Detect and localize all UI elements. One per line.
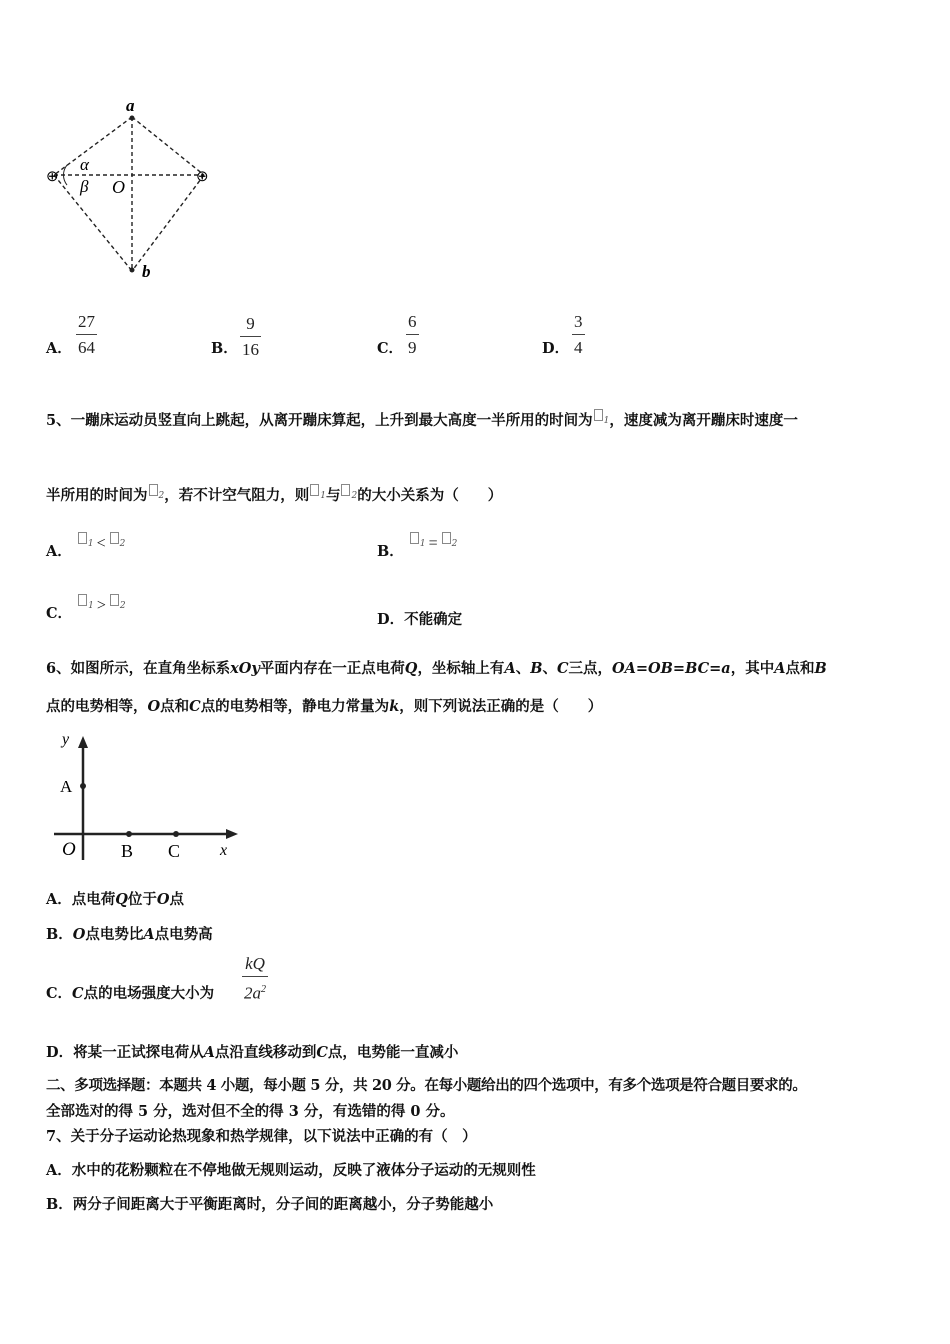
q6-option-a[interactable]	[46, 888, 184, 909]
math-text: OA=OB=BC=a	[612, 660, 731, 677]
axis-label-x: x	[220, 842, 228, 859]
math-text: Q	[115, 891, 128, 908]
text: 的大小关系为（ ）	[357, 487, 503, 504]
option-letter: B．	[377, 543, 404, 560]
q5-option-a[interactable]	[46, 535, 126, 561]
fraction	[572, 313, 585, 357]
q6-option-d[interactable]	[46, 1041, 458, 1062]
option-letter: A．	[46, 543, 72, 560]
text: 点沿直线移动到	[214, 1044, 317, 1061]
figure1-charge-right: ⊕	[196, 169, 209, 185]
math-text: C	[189, 698, 201, 715]
math-text: C	[316, 1044, 328, 1061]
point-label-a: A	[60, 777, 73, 796]
text: B．	[46, 926, 73, 943]
subscript: 2	[451, 539, 458, 549]
text: 平面内存在一正点电荷	[259, 660, 405, 677]
field-strength-fraction	[242, 955, 268, 1003]
subscript: 2	[119, 539, 126, 549]
fraction	[406, 313, 419, 357]
origin-label-o: O	[62, 839, 76, 860]
text: 点的电场强度大小为	[83, 985, 215, 1002]
coordinate-axes-figure	[50, 730, 250, 865]
exponent: 2	[261, 984, 266, 995]
fraction	[240, 315, 261, 359]
relation-symbol: <	[96, 535, 106, 552]
text: ，坐标轴上有	[417, 660, 505, 677]
q5-stem-line1	[46, 409, 798, 430]
text: 点的电势相等，静电力常量为	[200, 698, 390, 715]
figure1-label-a: a	[126, 96, 135, 115]
subscript: 1	[320, 491, 326, 501]
section2-instructions-line1: 二、多项选择题：本题共 4 小题，每小题 5 分，共 20 分。在每小题给出的四个选项中，有多个选项是符合题目要求的。	[46, 1077, 807, 1094]
figure1-label-o: O	[112, 177, 125, 197]
text: A．点电荷	[46, 891, 116, 908]
figure1-charge-left: ⊕	[46, 169, 59, 185]
math-text: A	[504, 660, 516, 677]
subscript: 2	[351, 491, 358, 501]
text: C．	[46, 985, 73, 1002]
text: ，速度减为离开蹦床时速度一	[609, 412, 798, 429]
subscript: 1	[88, 601, 94, 611]
text: 半所用的时间为	[46, 487, 148, 504]
text: 、	[542, 660, 557, 677]
option-letter: D．	[542, 340, 570, 357]
math-text: C	[72, 985, 84, 1002]
text: 三点，	[568, 660, 613, 677]
relation-symbol: =	[428, 535, 438, 552]
text: 与	[325, 487, 341, 504]
math-text: O	[156, 891, 170, 908]
numerator: kQ	[245, 954, 265, 973]
math-text: B	[814, 660, 827, 677]
subscript: 2	[158, 491, 165, 501]
denominator: 64	[78, 338, 95, 357]
option-text: 不能确定	[404, 611, 463, 628]
text: 位于	[127, 891, 157, 908]
text: 6、如图所示，在直角坐标系	[46, 660, 231, 677]
text: 点和	[160, 698, 190, 715]
math-text: O	[72, 926, 86, 943]
option-letter: C．	[377, 340, 404, 357]
q6-option-b[interactable]	[46, 923, 213, 944]
option-letter: D．	[377, 611, 405, 628]
option-letter: C．	[46, 605, 73, 622]
numerator: 3	[574, 312, 583, 331]
subscript: 1	[419, 539, 426, 549]
figure1-label-alpha: α	[80, 155, 89, 174]
denominator: 16	[242, 340, 259, 359]
math-text: Q	[404, 660, 418, 677]
text: 点的电势相等，	[46, 698, 148, 715]
q5-option-b[interactable]	[377, 535, 458, 561]
numerator: 6	[408, 312, 417, 331]
math-text: xOy	[230, 660, 260, 677]
text: 、	[515, 660, 531, 677]
axis-label-y: y	[62, 731, 70, 748]
text: 点和	[785, 660, 815, 677]
fraction	[76, 313, 97, 357]
text: ，则下列说法正确的是（ ）	[399, 698, 603, 715]
text: 点电势比	[85, 926, 144, 943]
text: 点电势高	[154, 926, 213, 943]
section2-instructions-line2: 全部选对的得 5 分，选对但不全的得 3 分，有选错的得 0 分。	[46, 1103, 455, 1120]
numerator: 27	[78, 312, 95, 331]
point-label-c: C	[168, 841, 181, 861]
relation-symbol: >	[96, 597, 106, 614]
math-text: A	[203, 1044, 215, 1061]
figure1-label-b: b	[142, 262, 151, 281]
math-text: C	[556, 660, 569, 677]
numerator: 9	[246, 314, 255, 333]
q7-option-a[interactable]: A．水中的花粉颗粒在不停地做无规则运动，反映了液体分子运动的无规则性	[46, 1162, 536, 1179]
text: ，若不计空气阻力，则	[164, 487, 310, 504]
point-label-b: B	[121, 841, 134, 861]
figure1-label-beta: β	[80, 177, 89, 196]
option-letter: B．	[211, 340, 238, 357]
math-text: O	[147, 698, 161, 715]
math-text: B	[530, 660, 543, 677]
math-text: A	[774, 660, 786, 677]
q6-stem-line2	[46, 695, 602, 716]
q6-stem-line1	[46, 657, 827, 678]
q7-stem: 7、关于分子运动论热现象和热学规律，以下说法中正确的有（ ）	[46, 1128, 477, 1145]
denominator: 4	[574, 338, 583, 357]
text: ，其中	[730, 660, 775, 677]
q5-option-d[interactable]	[377, 608, 462, 629]
denominator: 9	[408, 338, 417, 357]
q5-option-c[interactable]	[46, 597, 126, 623]
math-text: A	[143, 926, 155, 943]
charge-rhombus-figure	[40, 95, 230, 285]
q5-stem-line2	[46, 484, 502, 505]
option-letter: A．	[46, 340, 72, 357]
subscript: 1	[603, 416, 610, 426]
text: 点，电势能一直减小	[327, 1044, 459, 1061]
q7-option-b[interactable]: B．两分子间距离大于平衡距离时，分子间的距离越小，分子势能越小	[46, 1196, 494, 1213]
text: 点	[169, 891, 185, 908]
subscript: 2	[119, 601, 126, 611]
denominator: 2a	[244, 983, 261, 1003]
math-text: k	[389, 698, 400, 715]
text: 5、一蹦床运动员竖直向上跳起，从离开蹦床算起，上升到最大高度一半所用的时间为	[46, 412, 593, 429]
text: D．将某一正试探电荷从	[46, 1044, 204, 1061]
subscript: 1	[87, 539, 94, 549]
